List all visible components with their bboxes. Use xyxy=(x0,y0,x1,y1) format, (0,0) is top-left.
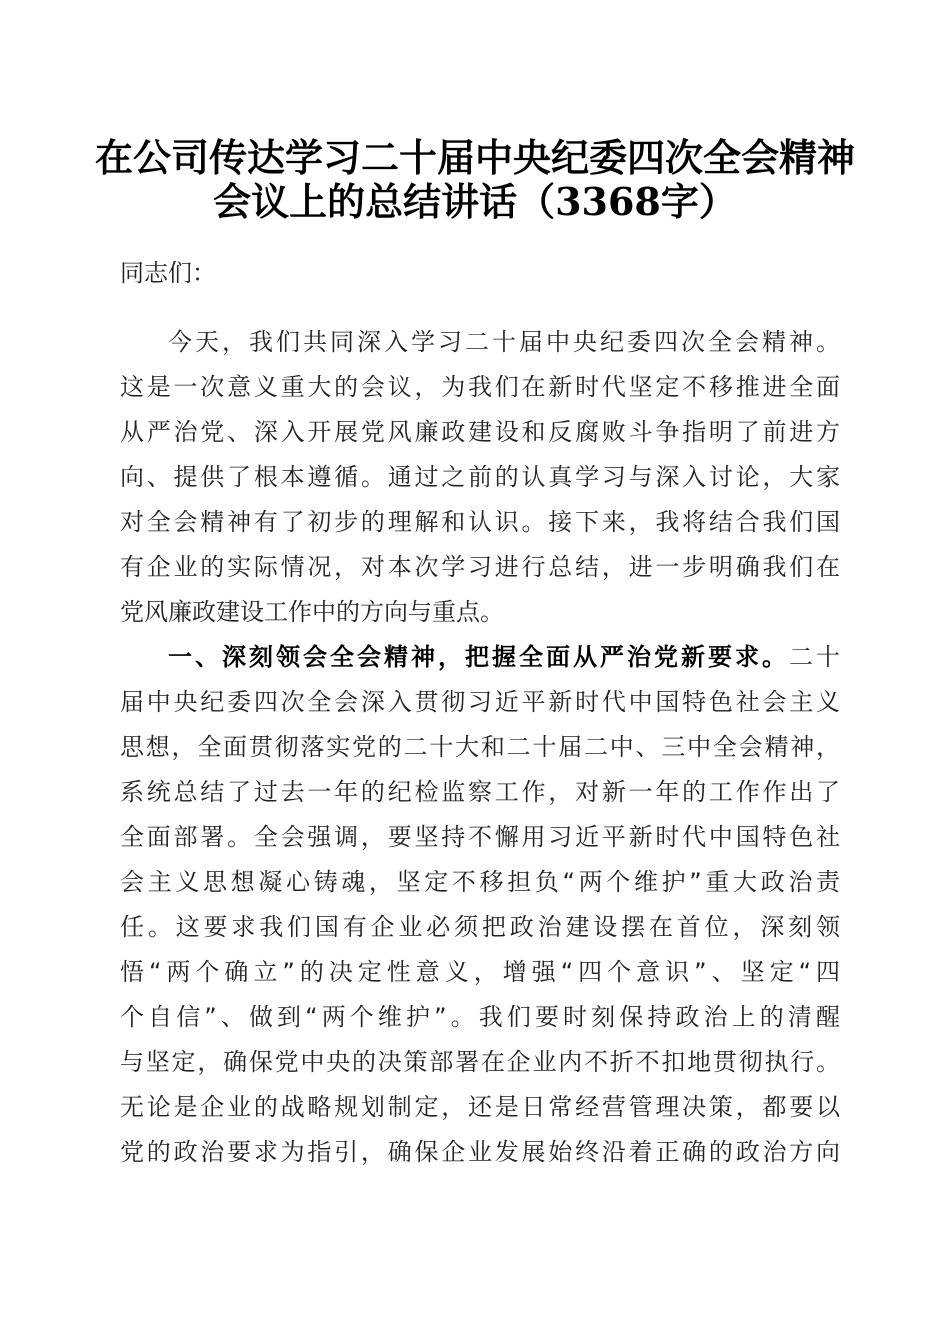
paragraph-2-first-line xyxy=(168,635,840,679)
paragraph-2-line: 任。这要求我们国有企业必须把政治建设摆在首位，深刻领 xyxy=(120,913,840,941)
paragraph-2-line: 个自信”、做到“两个维护”。我们要时刻保持政治上的清醒 xyxy=(120,1003,840,1031)
section-heading: 一、深刻领会全会精神，把握全面从严治党新要求。 xyxy=(168,643,789,671)
document-title-line-1: 在公司传达学习二十届中央纪委四次全会精神 xyxy=(94,135,855,180)
paragraph-2-line: 届中央纪委四次全会深入贯彻习近平新时代中国特色社会主义 xyxy=(120,688,840,716)
document-title-line-2: 会议上的总结讲话（3368字） xyxy=(213,179,737,224)
paragraph-1-line: 从严治党、深入开展党风廉政建设和反腐败斗争指明了前进方 xyxy=(120,418,840,446)
paragraph-2-line: 会主义思想凝心铸魂，坚定不移担负“两个维护”重大政治责 xyxy=(120,868,840,896)
paragraph-1-line: 党风廉政建设工作中的方向与重点。 xyxy=(120,598,504,626)
paragraph-1-line: 有企业的实际情况，对本次学习进行总结，进一步明确我们在 xyxy=(120,553,840,581)
salutation: 同志们： xyxy=(120,259,216,287)
paragraph-2-line: 无论是企业的战略规划制定，还是日常经营管理决策，都要以 xyxy=(120,1093,840,1121)
paragraph-2-line: 系统总结了过去一年的纪检监察工作，对新一年的工作作出了 xyxy=(120,778,840,806)
paragraph-1-line: 向、提供了根本遵循。通过之前的认真学习与深入讨论，大家 xyxy=(120,463,840,491)
paragraph-1-line: 今天，我们共同深入学习二十届中央纪委四次全会精神。 xyxy=(168,328,840,356)
paragraph-2-line: 全面部署。全会强调，要坚持不懈用习近平新时代中国特色社 xyxy=(120,823,840,851)
paragraph-2-line: 与坚定，确保党中央的决策部署在企业内不折不扣地贯彻执行。 xyxy=(120,1048,840,1076)
paragraph-2-line: 悟“两个确立”的决定性意义，增强“四个意识”、坚定“四 xyxy=(120,958,840,986)
paragraph-2-line: 党的政治要求为指引，确保企业发展始终沿着正确的政治方向 xyxy=(120,1138,840,1166)
paragraph-1-line: 这是一次意义重大的会议，为我们在新时代坚定不移推进全面 xyxy=(120,373,840,401)
paragraph-2-first-line-tail: 二十 xyxy=(789,643,840,671)
paragraph-2-line: 思想，全面贯彻落实党的二十大和二十届二中、三中全会精神， xyxy=(120,733,840,761)
paragraph-1-line: 对全会精神有了初步的理解和认识。接下来，我将结合我们国 xyxy=(120,508,840,536)
